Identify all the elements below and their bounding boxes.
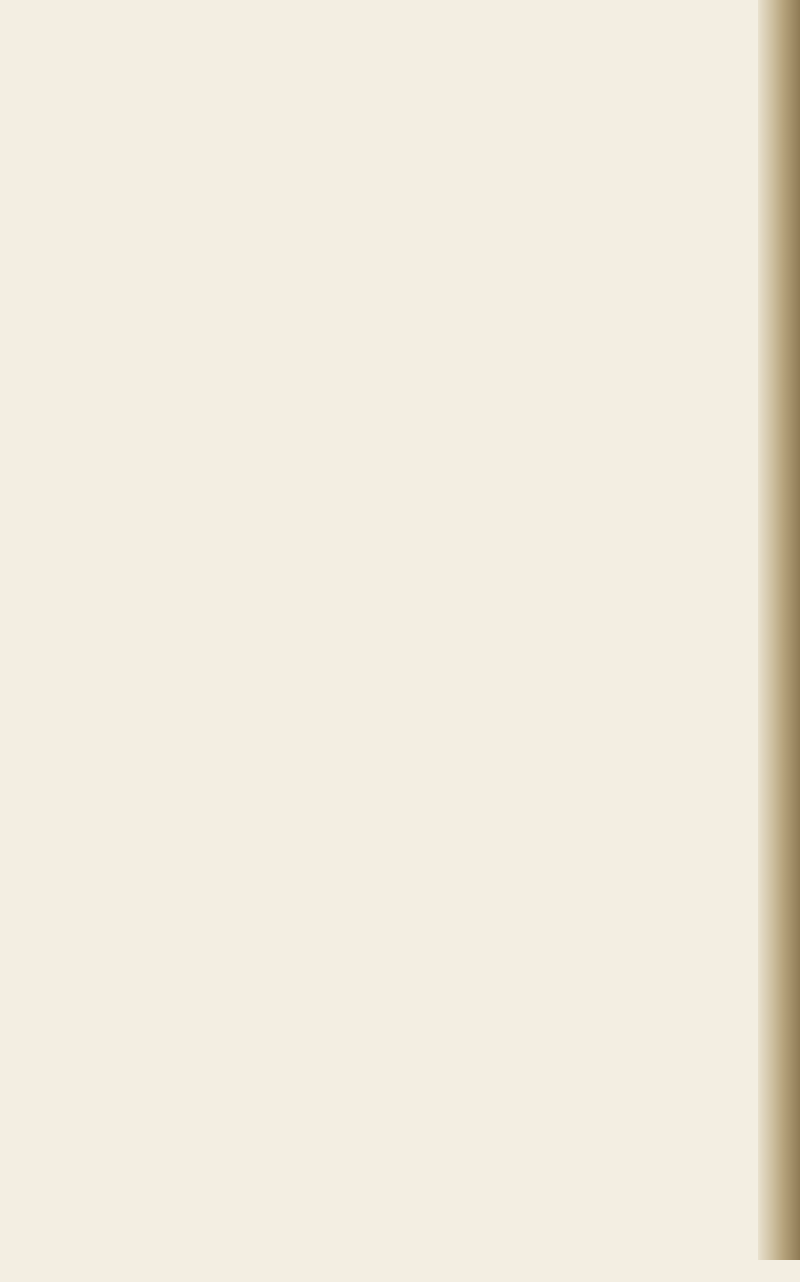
- text-line-italic: [112, 553, 762, 579]
- footnote: [112, 1238, 762, 1282]
- text-line: [112, 246, 762, 272]
- text-line: [112, 1116, 762, 1142]
- text-line: [112, 323, 762, 349]
- text-line-italic: [112, 374, 762, 400]
- text-line: [112, 1142, 762, 1168]
- footnote-line: [112, 1260, 762, 1282]
- text-line: [112, 783, 762, 809]
- text-line: [112, 835, 762, 861]
- text-line: [112, 1039, 762, 1065]
- page-edge-shadow: [758, 0, 800, 1260]
- text-line-italic: [112, 400, 762, 426]
- text-line: [112, 272, 762, 298]
- text-line: [112, 732, 762, 758]
- text-line: [112, 860, 762, 886]
- text-line: [112, 963, 762, 989]
- text-line: [112, 911, 762, 937]
- text-line-italic: [112, 476, 762, 502]
- text-line: [112, 348, 762, 374]
- text-line-italic: [112, 425, 762, 451]
- footnote-line: [112, 1238, 762, 1260]
- text-line: [112, 758, 762, 784]
- body-text: [112, 118, 762, 1167]
- text-line-italic: [112, 528, 762, 554]
- text-line: [112, 220, 762, 246]
- page-header: [112, 78, 762, 108]
- text-line: [112, 886, 762, 912]
- text-line: [112, 195, 762, 221]
- text-line-italic: [112, 579, 762, 605]
- text-line: [112, 144, 762, 170]
- text-line-italic: [112, 451, 762, 477]
- text-line-italic: [112, 502, 762, 528]
- text-line: [112, 1065, 762, 1091]
- text-line: [112, 809, 762, 835]
- text-line: [112, 1091, 762, 1117]
- text-line: [112, 118, 762, 144]
- text-line: [112, 937, 762, 963]
- text-line: [112, 1014, 762, 1040]
- text-line: [112, 707, 762, 733]
- text-line: [112, 988, 762, 1014]
- text-line-italic: [112, 681, 762, 707]
- text-line: [112, 169, 762, 195]
- text-line: [112, 297, 762, 323]
- text-line-italic: [112, 655, 762, 681]
- text-line-italic: [112, 630, 762, 656]
- text-line-italic: [112, 604, 762, 630]
